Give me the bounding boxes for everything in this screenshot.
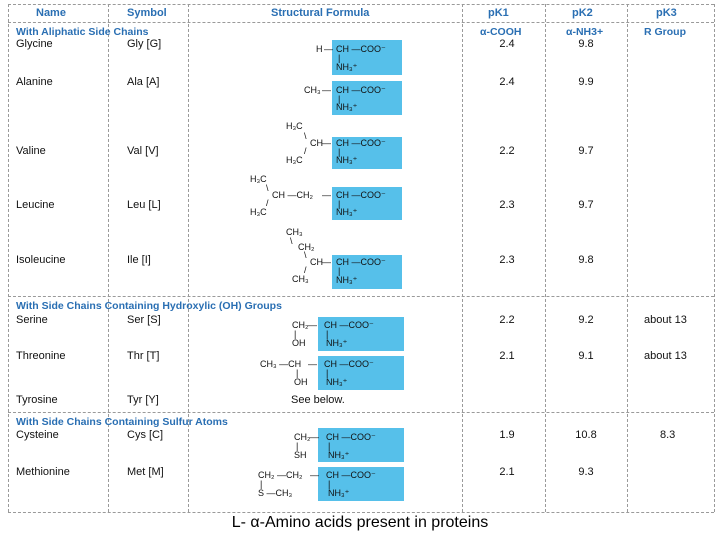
bond-dash: — xyxy=(308,359,317,369)
section-divider xyxy=(8,296,714,297)
isoleucine-backbone: CH —COO⁻ xyxy=(336,257,386,267)
bond-vertical: | xyxy=(260,479,263,489)
bond-diagonal: / xyxy=(304,265,307,275)
row-pk3-cysteine: 8.3 xyxy=(660,429,676,441)
bond-vertical: | xyxy=(338,94,341,104)
bond-dash: — xyxy=(310,470,319,480)
row-symbol-cysteine: Cys [C] xyxy=(127,429,164,441)
row-name-threonine: Threonine xyxy=(16,350,66,362)
valine-branch-bottom: H₃C xyxy=(286,155,303,165)
row-name-leucine: Leucine xyxy=(16,199,55,211)
row-pk2-methionine: 9.3 xyxy=(578,466,594,478)
row-name-glycine: Glycine xyxy=(16,38,53,50)
bond-vertical: | xyxy=(294,329,297,339)
row-symbol-glycine: Gly [G] xyxy=(127,38,162,50)
bond-dash: — xyxy=(322,257,331,267)
threonine-amine: NH₃⁺ xyxy=(326,377,348,387)
isoleucine-side-chain: CH xyxy=(310,257,323,267)
methionine-amine: NH₃⁺ xyxy=(328,488,350,498)
methionine-backbone: CH —COO⁻ xyxy=(326,470,376,480)
glycine-side-chain: H xyxy=(316,44,323,54)
row-symbol-threonine: Thr [T] xyxy=(127,350,160,362)
table-border-bottom xyxy=(8,512,714,513)
column-divider xyxy=(627,4,628,512)
cysteine-backbone: CH —COO⁻ xyxy=(326,432,376,442)
row-pk3-threonine: about 13 xyxy=(644,350,687,362)
bond-diagonal: \ xyxy=(304,131,307,141)
row-pk3-serine: about 13 xyxy=(644,314,687,326)
cysteine-side-chain: CH₂ xyxy=(294,432,311,442)
bond-vertical: | xyxy=(296,441,299,451)
threonine-hydroxyl: OH xyxy=(294,377,308,387)
cysteine-amine: NH₃⁺ xyxy=(328,450,350,460)
group-aliphatic: With Aliphatic Side Chains xyxy=(16,26,149,38)
serine-hydroxyl: OH xyxy=(292,338,306,348)
leucine-side-chain: CH —CH₂ xyxy=(272,190,313,200)
row-pk2-cysteine: 10.8 xyxy=(575,429,597,441)
row-symbol-isoleucine: Ile [I] xyxy=(127,254,151,266)
group-hydroxylic: With Side Chains Containing Hydroxylic (OH) Groups xyxy=(16,300,282,312)
row-pk2-serine: 9.2 xyxy=(578,314,594,326)
bond-dash: — xyxy=(322,138,331,148)
row-pk1-leucine: 2.3 xyxy=(499,199,515,211)
row-pk2-isoleucine: 9.8 xyxy=(578,254,594,266)
alanine-backbone: CH —COO⁻ xyxy=(336,85,386,95)
row-symbol-serine: Ser [S] xyxy=(127,314,161,326)
bond-dash: — xyxy=(322,190,331,200)
header-name: Name xyxy=(36,7,66,19)
bond-dash: — xyxy=(322,85,331,95)
row-symbol-valine: Val [V] xyxy=(127,145,159,157)
row-symbol-leucine: Leu [L] xyxy=(127,199,161,211)
row-pk1-serine: 2.2 xyxy=(499,314,515,326)
alanine-side-chain: CH₃ xyxy=(304,85,321,95)
glycine-amine: NH₃⁺ xyxy=(336,62,358,72)
header-divider xyxy=(8,22,714,23)
isoleucine-bottom-methyl: CH₃ xyxy=(292,274,309,284)
leucine-branch-top: H₃C xyxy=(250,174,267,184)
leucine-backbone: CH —COO⁻ xyxy=(336,190,386,200)
leucine-branch-bottom: H₃C xyxy=(250,207,267,217)
group-sulfur: With Side Chains Containing Sulfur Atoms xyxy=(16,416,228,428)
row-pk1-threonine: 2.1 xyxy=(499,350,515,362)
row-pk1-valine: 2.2 xyxy=(499,145,515,157)
column-divider xyxy=(462,4,463,512)
header-pk3: pK3 xyxy=(656,7,677,19)
header-structural-formula: Structural Formula xyxy=(271,7,370,19)
row-pk2-threonine: 9.1 xyxy=(578,350,594,362)
table-border-left xyxy=(8,4,9,512)
section-divider xyxy=(8,412,714,413)
bond-vertical: | xyxy=(326,368,329,378)
column-divider xyxy=(545,4,546,512)
bond-vertical: | xyxy=(338,53,341,63)
isoleucine-amine: NH₃⁺ xyxy=(336,275,358,285)
bond-vertical: | xyxy=(296,368,299,378)
bond-diagonal: \ xyxy=(290,236,293,246)
subheader-pk1: α-COOH xyxy=(480,26,522,38)
bond-diagonal: \ xyxy=(266,183,269,193)
bond-vertical: | xyxy=(338,266,341,276)
row-name-valine: Valine xyxy=(16,145,46,157)
bond-vertical: | xyxy=(338,199,341,209)
row-pk1-glycine: 2.4 xyxy=(499,38,515,50)
header-symbol: Symbol xyxy=(127,7,167,19)
row-symbol-methionine: Met [M] xyxy=(127,466,164,478)
row-pk2-valine: 9.7 xyxy=(578,145,594,157)
bond-vertical: | xyxy=(328,479,331,489)
serine-amine: NH₃⁺ xyxy=(326,338,348,348)
table-border-top xyxy=(8,4,714,5)
valine-side-chain: CH xyxy=(310,138,323,148)
bond-diagonal: / xyxy=(304,146,307,156)
valine-amine: NH₃⁺ xyxy=(336,155,358,165)
row-pk2-glycine: 9.8 xyxy=(578,38,594,50)
table-border-right xyxy=(714,4,715,512)
bond-dash: — xyxy=(308,320,317,330)
serine-backbone: CH —COO⁻ xyxy=(324,320,374,330)
row-name-alanine: Alanine xyxy=(16,76,53,88)
bond-vertical: | xyxy=(338,147,341,157)
row-name-tyrosine: Tyrosine xyxy=(16,394,58,406)
row-symbol-tyrosine: Tyr [Y] xyxy=(127,394,159,406)
glycine-backbone: CH —COO⁻ xyxy=(336,44,386,54)
header-pk2: pK2 xyxy=(572,7,593,19)
alanine-amine: NH₃⁺ xyxy=(336,102,358,112)
valine-branch-top: H₃C xyxy=(286,121,303,131)
cysteine-thiol: SH xyxy=(294,450,307,460)
isoleucine-methylene: CH₂ xyxy=(298,242,315,252)
header-pk1: pK1 xyxy=(488,7,509,19)
row-name-cysteine: Cysteine xyxy=(16,429,59,441)
row-pk1-alanine: 2.4 xyxy=(499,76,515,88)
bond-vertical: | xyxy=(326,329,329,339)
bond-diagonal: \ xyxy=(304,250,307,260)
threonine-side-chain: CH₃ —CH xyxy=(260,359,302,369)
valine-backbone: CH —COO⁻ xyxy=(336,138,386,148)
row-pk1-methionine: 2.1 xyxy=(499,466,515,478)
bond-dash: — xyxy=(324,44,333,54)
row-pk1-cysteine: 1.9 xyxy=(499,429,515,441)
bond-dash: — xyxy=(310,432,319,442)
row-name-serine: Serine xyxy=(16,314,48,326)
row-name-methionine: Methionine xyxy=(16,466,70,478)
row-name-isoleucine: Isoleucine xyxy=(16,254,66,266)
row-symbol-alanine: Ala [A] xyxy=(127,76,160,88)
methionine-side-chain: CH₂ —CH₂ xyxy=(258,470,303,480)
bond-vertical: | xyxy=(328,441,331,451)
serine-side-chain: CH₂ xyxy=(292,320,309,330)
subheader-pk2: α-NH3+ xyxy=(566,26,604,38)
methionine-thioether: S —CH₃ xyxy=(258,488,293,498)
tyrosine-see-below-note: See below. xyxy=(291,394,345,406)
threonine-backbone: CH —COO⁻ xyxy=(324,359,374,369)
leucine-amine: NH₃⁺ xyxy=(336,207,358,217)
subheader-pk3: R Group xyxy=(644,26,686,38)
figure-caption: L- α-Amino acids present in proteins xyxy=(231,514,489,531)
row-pk2-alanine: 9.9 xyxy=(578,76,594,88)
column-divider xyxy=(188,4,189,512)
row-pk1-isoleucine: 2.3 xyxy=(499,254,515,266)
isoleucine-top-methyl: CH₃ xyxy=(286,227,303,237)
column-divider xyxy=(108,4,109,512)
row-pk2-leucine: 9.7 xyxy=(578,199,594,211)
bond-diagonal: / xyxy=(266,198,269,208)
